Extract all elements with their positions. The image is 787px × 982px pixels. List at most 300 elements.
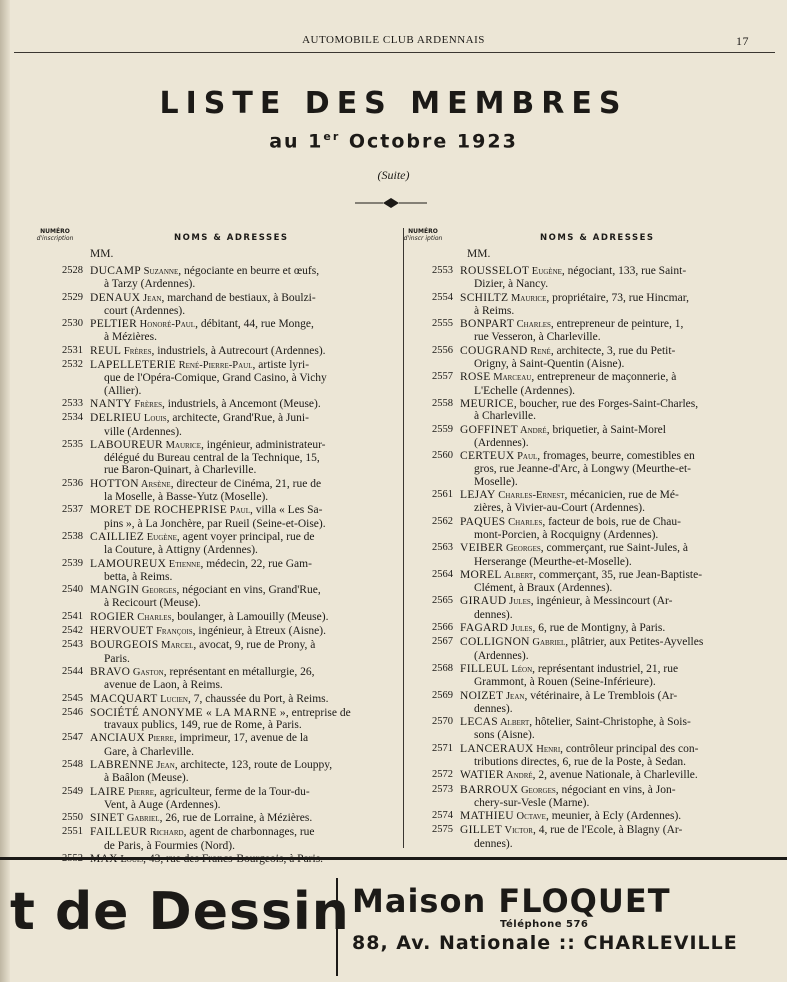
column-divider: [403, 228, 404, 848]
member-number: 2571: [432, 742, 453, 754]
right-mm-label: MM.: [467, 248, 491, 260]
member-given-name: Eugène: [144, 531, 177, 543]
header-rule: [14, 52, 775, 53]
member-address: , 43, rue des Francs-Bourgeois, à Paris.: [143, 853, 324, 866]
member-address: , représentant en métallurgie, 26,: [163, 665, 315, 678]
member-text: [90, 478, 397, 504]
member-first-line: [460, 265, 772, 278]
member-text: [90, 639, 397, 665]
member-surname: ROSE: [460, 371, 491, 384]
member-text: [460, 622, 772, 635]
member-first-line: [460, 318, 772, 331]
member-first-line: [90, 412, 397, 425]
member-entry: [410, 690, 772, 716]
member-number: 2550: [62, 812, 83, 824]
member-number: 2564: [432, 568, 453, 580]
member-entry: [410, 398, 772, 423]
member-address: , plâtrier, aux Petites-Ayvelles: [565, 636, 704, 649]
member-address-continued: dennes).: [474, 702, 513, 715]
member-entry: [410, 516, 772, 542]
left-column-header: [30, 228, 390, 250]
member-surname: HOTTON: [90, 477, 139, 490]
member-text: [90, 759, 397, 785]
member-text: [90, 558, 397, 584]
member-surname: LAIRE: [90, 785, 126, 798]
member-address: , ingénieur, à Messincourt (Ar-: [530, 595, 673, 608]
member-address-continued: L'Echelle (Ardennes).: [474, 384, 576, 397]
member-first-line: [460, 595, 772, 608]
member-first-line: [90, 625, 397, 638]
member-entry: [40, 265, 397, 291]
member-first-line: [90, 558, 397, 571]
subtitle-pre: au 1: [269, 130, 324, 153]
member-entry: [410, 371, 772, 397]
right-column-header: [398, 228, 768, 250]
member-first-line: [460, 424, 772, 437]
member-address: , agriculteur, ferme de la Tour-du-: [154, 785, 310, 798]
member-given-name: François: [153, 626, 193, 638]
member-entry: [410, 636, 772, 662]
member-address-continued: à Baâlon (Meuse).: [104, 772, 189, 785]
member-given-name: Pierre: [125, 786, 155, 798]
member-address: , boulanger, à Lamouilly (Meuse).: [171, 610, 329, 623]
left-number-heading-line2: d'inscription: [36, 235, 74, 242]
member-first-line: [90, 531, 397, 544]
member-address-continued: gros, rue Jeanne-d'Arc, à Longwy (Meurthe-et-: [474, 463, 691, 476]
member-first-line: [90, 478, 397, 491]
member-given-name: Frères: [131, 398, 162, 410]
member-address: , vétérinaire, à Le Tremblois (Ar-: [524, 689, 678, 702]
member-given-name: Jules: [508, 623, 533, 635]
ornament-divider-icon: [355, 196, 427, 210]
member-number: 2552: [62, 853, 83, 865]
member-address: , industriels, à Ancemont (Meuse).: [162, 397, 321, 410]
member-number: 2530: [62, 318, 83, 330]
member-address-continued: (Ardennes).: [474, 436, 529, 449]
member-address-continued: à Tarzy (Ardennes).: [104, 278, 196, 291]
member-address-continued: (Ardennes).: [474, 649, 529, 662]
member-address-continued: betta, à Reims.: [104, 570, 173, 583]
left-members-column: [40, 265, 397, 867]
member-text: [460, 716, 772, 742]
member-given-name: Etienne: [166, 558, 201, 570]
member-address: , fromages, beurre, comestibles en: [537, 450, 695, 463]
member-number: 2549: [62, 785, 83, 797]
member-entry: [40, 693, 397, 706]
member-text: [460, 810, 772, 823]
member-address-continued: court (Ardennes).: [104, 304, 186, 317]
member-number: 2540: [62, 584, 83, 596]
member-given-name: André: [518, 424, 547, 436]
member-entry: [410, 489, 772, 515]
member-address: , artiste lyri-: [252, 359, 310, 372]
member-entry: [40, 504, 397, 530]
member-text: [90, 531, 397, 557]
member-text: [460, 595, 772, 621]
member-entry: [40, 826, 397, 852]
member-given-name: Victor: [502, 825, 533, 837]
member-address: , 2, avenue Nationale, à Charleville.: [532, 769, 698, 782]
member-first-line: [460, 824, 772, 837]
member-entry: [410, 542, 772, 568]
member-address-continued: à Reims.: [474, 304, 515, 317]
member-number: 2557: [432, 371, 453, 383]
member-address: , médecin, 22, rue Gam-: [200, 557, 312, 570]
member-surname: MANGIN: [90, 584, 140, 597]
subtitle-sup: er: [323, 130, 341, 143]
member-address: , industriels, à Autrecourt (Ardennes).: [151, 344, 326, 357]
member-given-name: Arsène: [138, 478, 171, 490]
member-text: [90, 826, 397, 852]
member-address-continued: Gare, à Charleville.: [104, 745, 195, 758]
member-address: , entrepreneur de peinture, 1,: [550, 318, 684, 331]
member-text: [90, 812, 397, 825]
member-address: , commerçant, 35, rue Jean-Baptiste-: [533, 568, 703, 581]
member-first-line: [90, 826, 397, 839]
member-address-continued: à Recicourt (Meuse).: [104, 597, 201, 610]
member-address-continued: Grammont, à Rouen (Seine-Inférieure).: [474, 676, 656, 689]
member-given-name: Honoré-Paul: [137, 319, 196, 331]
member-first-line: [460, 345, 772, 358]
member-given-name: Charles: [514, 319, 551, 331]
member-surname: GOFFINET: [460, 423, 518, 436]
member-number: 2562: [432, 515, 453, 527]
member-address: , ingénieur, à Etreux (Aisne).: [192, 625, 326, 638]
member-first-line: [460, 516, 772, 529]
advert-rule: [0, 857, 787, 860]
member-surname: CAILLIEZ: [90, 530, 145, 543]
member-number: 2556: [432, 344, 453, 356]
member-address: , directeur de Cinéma, 21, rue de: [170, 477, 322, 490]
member-given-name: Jean: [140, 292, 162, 304]
member-address: , 4, rue de l'Ecole, à Blagny (Ar-: [532, 824, 683, 837]
member-given-name: Henri: [533, 743, 561, 755]
member-first-line: [460, 569, 772, 582]
member-text: [460, 663, 772, 689]
member-text: [90, 584, 397, 610]
member-entry: [40, 611, 397, 624]
member-entry: [40, 759, 397, 785]
member-text: [460, 824, 772, 850]
member-address: , mécanicien, rue de Mé-: [564, 489, 679, 502]
member-first-line: [90, 812, 397, 825]
member-text: [460, 292, 772, 318]
member-surname: LEJAY: [460, 489, 496, 502]
member-address-continued: la Moselle, à Basse-Yutz (Moselle).: [104, 491, 269, 504]
member-entry: [410, 595, 772, 621]
member-surname: ANCIAUX: [90, 732, 146, 745]
member-address: , boucher, rue des Forges-Saint-Charles,: [513, 397, 699, 410]
member-first-line: [460, 663, 772, 676]
member-address-continued: mont-Porcien, à Rocquigny (Ardennes).: [474, 528, 659, 541]
member-entry: [40, 439, 397, 477]
member-entry: [40, 359, 397, 397]
member-surname: LABRENNE: [90, 758, 154, 771]
member-address: , entrepreneur de maçonnerie, à: [531, 371, 677, 384]
member-text: [90, 265, 397, 291]
member-text: [90, 611, 397, 624]
member-entry: [410, 569, 772, 595]
member-surname: FILLEUL: [460, 662, 509, 675]
member-address: , agent de charbonnages, rue: [183, 826, 315, 839]
member-address: , ingénieur, administrateur-: [201, 438, 326, 451]
member-first-line: [90, 504, 397, 517]
subtitle-post: Octobre 1923: [340, 130, 518, 153]
member-surname: MORET DE ROCHEPRISE: [90, 504, 228, 517]
member-address: , propriétaire, 73, rue Hincmar,: [546, 291, 689, 304]
member-address-continued: de Paris, à Fourmies (Nord).: [104, 839, 235, 852]
advert-telephone: Téléphone 576: [500, 919, 589, 930]
member-address-continued: chery-sur-Vesle (Marne).: [474, 796, 590, 809]
member-given-name: Gabriel: [124, 813, 160, 825]
member-surname: MACQUART: [90, 692, 158, 705]
member-number: 2575: [432, 824, 453, 836]
right-names-heading: NOMS & ADRESSES: [540, 233, 655, 243]
member-surname: MATHIEU: [460, 810, 514, 823]
member-surname: DENAUX: [90, 291, 141, 304]
member-entry: [40, 318, 397, 344]
advertisement: [0, 862, 787, 982]
member-address-continued: (Allier).: [104, 384, 142, 397]
member-address: , entreprise de: [285, 706, 351, 719]
member-given-name: Louis: [117, 854, 144, 866]
member-given-name: André: [503, 770, 533, 782]
member-address-continued: zières, à Vivier-au-Court (Ardennes).: [474, 502, 645, 515]
member-surname: COLLIGNON: [460, 636, 530, 649]
member-number: 2573: [432, 783, 453, 795]
member-first-line: [460, 784, 772, 797]
member-address: , 7, chaussée du Port, à Reims.: [187, 692, 329, 705]
member-surname: SOCIÉTÉ ANONYME « LA MARNE »: [90, 706, 286, 719]
member-address-continued: tributions directes, 6, rue de la Poste, à Sedan.: [474, 755, 687, 768]
member-first-line: [90, 439, 397, 452]
member-given-name: Paul: [227, 505, 250, 517]
member-address-continued: à Charleville.: [474, 410, 536, 423]
member-surname: LAPELLETERIE: [90, 359, 176, 372]
member-address-continued: dennes).: [474, 608, 513, 621]
member-address-continued: avenue de Laon, à Reims.: [104, 679, 223, 692]
member-first-line: [460, 450, 772, 463]
member-entry: [40, 292, 397, 318]
member-address-continued: dennes).: [474, 837, 513, 850]
member-given-name: René-Pierre-Paul: [176, 360, 253, 372]
member-surname: NANTY: [90, 397, 132, 410]
member-surname: HERVOUET: [90, 625, 154, 638]
member-text: [90, 786, 397, 812]
member-number: 2574: [432, 810, 453, 822]
member-address: , agent voyer principal, rue de: [176, 530, 315, 543]
member-entry: [410, 345, 772, 371]
member-entry: [410, 622, 772, 635]
member-given-name: Gabriel: [529, 637, 566, 649]
member-number: 2554: [432, 291, 453, 303]
member-surname: MEURICE: [460, 397, 514, 410]
member-surname: LABOUREUR: [90, 438, 163, 451]
member-text: [460, 345, 772, 371]
member-address: , avocat, 9, rue de Prony, à: [193, 639, 316, 652]
member-text: [460, 371, 772, 397]
member-number: 2572: [432, 769, 453, 781]
member-number: 2539: [62, 557, 83, 569]
member-given-name: Lucien: [157, 693, 188, 705]
member-surname: SCHILTZ: [460, 291, 509, 304]
member-entry: [410, 265, 772, 291]
member-address-continued: Clément, à Braux (Ardennes).: [474, 582, 613, 595]
member-address: , représentant industriel, 21, rue: [532, 662, 679, 675]
member-given-name: Octave: [513, 811, 546, 823]
member-address: , architecte, 3, rue du Petit-: [550, 344, 676, 357]
member-surname: PAQUES: [460, 515, 506, 528]
member-address: , débitant, 44, rue Monge,: [195, 318, 314, 331]
member-first-line: [460, 542, 772, 555]
member-number: 2538: [62, 530, 83, 542]
member-address: , négociante en beurre et œufs,: [178, 265, 320, 277]
member-entry: [40, 558, 397, 584]
member-entry: [40, 786, 397, 812]
member-text: [90, 666, 397, 692]
member-text: [460, 569, 772, 595]
member-first-line: [90, 693, 397, 706]
member-first-line: [460, 636, 772, 649]
member-address-continued: la Couture, à Attigny (Ardennes).: [104, 544, 258, 557]
member-given-name: Charles: [505, 516, 543, 528]
member-text: [90, 693, 397, 706]
member-given-name: Louis: [141, 413, 167, 425]
member-number: 2533: [62, 397, 83, 409]
member-address: , marchand de bestiaux, à Boulzi-: [161, 291, 316, 304]
member-number: 2544: [62, 665, 83, 677]
member-given-name: Georges: [518, 784, 556, 796]
advert-divider: [336, 878, 338, 976]
member-entry: [410, 292, 772, 318]
member-address: , meunier, à Ecly (Ardennes).: [545, 810, 682, 823]
left-names-heading: NOMS & ADRESSES: [174, 233, 289, 243]
member-address: , négociant, 133, rue Saint-: [561, 265, 687, 277]
member-surname: WATIER: [460, 769, 504, 782]
member-address-continued: Moselle).: [474, 475, 518, 488]
member-given-name: Charles: [134, 611, 172, 623]
member-first-line: [90, 318, 397, 331]
member-address: , commerçant, rue Saint-Jules, à: [540, 542, 688, 555]
member-surname: FAGARD: [460, 622, 509, 635]
member-first-line: [460, 622, 772, 635]
member-entry: [410, 663, 772, 689]
member-surname: NOIZET: [460, 689, 504, 702]
member-entry: [410, 769, 772, 782]
member-text: [90, 398, 397, 411]
member-given-name: Maurice: [162, 439, 202, 451]
member-surname: ROUSSELOT: [460, 265, 530, 277]
member-address: , villa « Les Sa-: [249, 504, 323, 517]
member-number: 2534: [62, 412, 83, 424]
member-address-continued: rue Vesseron, à Charleville.: [474, 331, 601, 344]
member-text: [460, 265, 772, 291]
member-number: 2561: [432, 489, 453, 501]
member-given-name: Richard: [147, 827, 184, 839]
member-given-name: Albert: [501, 569, 534, 581]
member-given-name: Léon: [508, 663, 533, 675]
member-number: 2547: [62, 732, 83, 744]
member-surname: VEIBER: [460, 542, 504, 555]
member-entry: [410, 716, 772, 742]
member-given-name: Paul: [514, 451, 538, 463]
member-surname: DUCAMP: [90, 265, 142, 277]
member-entry: [40, 412, 397, 438]
member-address: , contrôleur principal des con-: [560, 742, 699, 755]
member-address-continued: Paris.: [104, 652, 130, 665]
member-surname: ROGIER: [90, 610, 135, 623]
member-entry: [40, 625, 397, 638]
member-first-line: [460, 716, 772, 729]
member-number: 2537: [62, 504, 83, 516]
member-address: , imprimeur, 17, avenue de la: [173, 732, 309, 745]
member-entry: [410, 743, 772, 769]
member-number: 2566: [432, 622, 453, 634]
member-first-line: [90, 584, 397, 597]
member-number: 2567: [432, 636, 453, 648]
advert-maison: Maison FLOQUET: [352, 882, 671, 920]
member-entry: [40, 345, 397, 358]
member-given-name: Jules: [506, 596, 531, 608]
member-number: 2532: [62, 359, 83, 371]
member-given-name: Georges: [503, 543, 541, 555]
member-first-line: [460, 690, 772, 703]
member-number: 2563: [432, 542, 453, 554]
member-surname: FAILLEUR: [90, 826, 148, 839]
member-first-line: [460, 489, 772, 502]
member-address-continued: ville (Ardennes).: [104, 425, 182, 438]
member-text: [460, 489, 772, 515]
member-text: [90, 439, 397, 477]
member-number: 2529: [62, 291, 83, 303]
member-given-name: Maurice: [508, 292, 547, 304]
member-surname: CERTEUX: [460, 450, 515, 463]
member-surname: GILLET: [460, 824, 503, 837]
member-first-line: [90, 398, 397, 411]
member-entry: [410, 810, 772, 823]
right-number-heading: [398, 228, 448, 242]
left-mm-label: MM.: [90, 248, 114, 260]
member-text: [460, 636, 772, 662]
member-address-continued: Herserange (Meurthe-et-Moselle).: [474, 555, 632, 568]
member-first-line: [460, 371, 772, 384]
member-first-line: [90, 292, 397, 305]
member-surname: LECAS: [460, 716, 498, 729]
member-text: [90, 292, 397, 318]
member-entry: [410, 784, 772, 810]
member-number: 2568: [432, 662, 453, 674]
member-address: , 26, rue de Lorraine, à Mézières.: [159, 812, 313, 825]
member-address-continued: que de l'Opéra-Comique, Grand Casino, à Vichy: [104, 372, 327, 385]
member-text: [460, 424, 772, 450]
member-given-name: Frères: [121, 345, 152, 357]
member-entry: [40, 812, 397, 825]
member-surname: BARROUX: [460, 783, 519, 796]
member-address: , hôtelier, Saint-Christophe, à Sois-: [529, 716, 691, 729]
member-surname: BONPART: [460, 318, 515, 331]
member-first-line: [460, 398, 772, 410]
member-address-continued: Origny, à Saint-Quentin (Aisne).: [474, 358, 625, 371]
member-given-name: Jean: [503, 690, 525, 702]
left-number-heading-line1: NUMÉRO: [40, 228, 70, 235]
member-entry: [410, 424, 772, 450]
member-text: [90, 318, 397, 344]
member-given-name: Gaston: [130, 666, 164, 678]
member-text: [460, 784, 772, 810]
member-address: , architecte, 123, route de Louppy,: [174, 758, 333, 771]
member-address-continued: sons (Aisne).: [474, 729, 535, 742]
member-first-line: [90, 786, 397, 799]
